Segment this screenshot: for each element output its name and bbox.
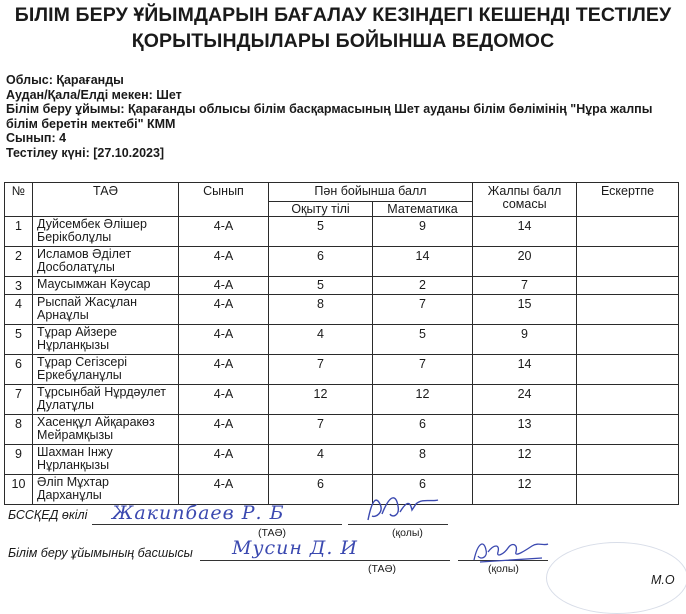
cell-name: Шахман Інжу Нұрланқызы bbox=[33, 445, 179, 475]
cell-matem: 7 bbox=[373, 355, 473, 385]
cell-matem: 5 bbox=[373, 325, 473, 355]
cell-no: 9 bbox=[5, 445, 33, 475]
cell-jalpy: 14 bbox=[473, 355, 577, 385]
cell-synyp: 4-А bbox=[179, 295, 269, 325]
bsskd-name-caption: (ТАӘ) bbox=[258, 527, 286, 539]
cell-no: 1 bbox=[5, 217, 33, 247]
head-sign-caption: (қолы) bbox=[488, 563, 519, 575]
table-header-row bbox=[5, 183, 679, 202]
cell-name: Тұрар Айзере Нұрланқызы bbox=[33, 325, 179, 355]
cell-name: Әліп Мұхтар Дарханұлы bbox=[33, 475, 179, 505]
cell-synyp: 4-А bbox=[179, 475, 269, 505]
cell-synyp: 4-А bbox=[179, 277, 269, 295]
cell-jalpy: 24 bbox=[473, 385, 577, 415]
bsskd-name-handwritten: Жакипбаев Р. Б bbox=[112, 502, 285, 524]
cell-jalpy: 12 bbox=[473, 475, 577, 505]
cell-oqytu: 12 bbox=[269, 385, 373, 415]
bsskd-signature-mark bbox=[362, 490, 442, 526]
table-row bbox=[5, 217, 679, 247]
table-row bbox=[5, 475, 679, 505]
table-row bbox=[5, 445, 679, 475]
header-jalpy: Жалпы балл сомасы bbox=[473, 183, 577, 217]
cell-jalpy: 15 bbox=[473, 295, 577, 325]
cell-name: Исламов Әділет Досболатұлы bbox=[33, 247, 179, 277]
table-row bbox=[5, 277, 679, 295]
cell-oqytu: 7 bbox=[269, 355, 373, 385]
cell-eskertpe bbox=[577, 295, 679, 325]
table-row bbox=[5, 385, 679, 415]
cell-synyp: 4-А bbox=[179, 247, 269, 277]
cell-matem: 8 bbox=[373, 445, 473, 475]
info-testileu-kuni: Тестілеу күні: [27.10.2023] bbox=[6, 145, 165, 160]
cell-synyp: 4-А bbox=[179, 385, 269, 415]
head-name-caption: (ТАӘ) bbox=[368, 563, 396, 575]
cell-synyp: 4-А bbox=[179, 415, 269, 445]
cell-synyp: 4-А bbox=[179, 445, 269, 475]
header-tae: ТАӘ bbox=[33, 183, 179, 217]
title-line-1: БІЛІМ БЕРУ ҰЙЫМДАРЫН БАҒАЛАУ КЕЗІНДЕГІ КЕШЕНДІ ТЕСТІЛЕУ bbox=[14, 4, 672, 26]
cell-name: Дуйсембек Әлішер Берікболұлы bbox=[33, 217, 179, 247]
cell-eskertpe bbox=[577, 445, 679, 475]
table-row bbox=[5, 355, 679, 385]
document-title bbox=[0, 2, 686, 54]
cell-eskertpe bbox=[577, 415, 679, 445]
cell-jalpy: 7 bbox=[473, 277, 577, 295]
header-synyp: Сынып bbox=[179, 183, 269, 217]
cell-synyp: 4-А bbox=[179, 325, 269, 355]
cell-name: Тұрсынбай Нұрдәулет Дулатұлы bbox=[33, 385, 179, 415]
cell-matem: 2 bbox=[373, 277, 473, 295]
cell-eskertpe bbox=[577, 217, 679, 247]
head-label: Білім беру ұйымының басшысы bbox=[8, 546, 193, 560]
header-no: № bbox=[5, 183, 33, 217]
cell-matem: 6 bbox=[373, 415, 473, 445]
head-name-handwritten: Мусин Д. И bbox=[232, 537, 359, 559]
cell-eskertpe bbox=[577, 355, 679, 385]
head-name-line bbox=[200, 560, 450, 561]
header-oqytu: Оқыту тілі bbox=[269, 202, 373, 217]
cell-no: 3 bbox=[5, 277, 33, 295]
info-oblys: Облыс: Қарағанды bbox=[6, 73, 124, 87]
cell-oqytu: 6 bbox=[269, 247, 373, 277]
bsskd-sign-caption: (қолы) bbox=[392, 527, 423, 539]
cell-oqytu: 5 bbox=[269, 217, 373, 247]
cell-matem: 6 bbox=[373, 475, 473, 505]
table-row bbox=[5, 295, 679, 325]
cell-oqytu: 8 bbox=[269, 295, 373, 325]
cell-no: 8 bbox=[5, 415, 33, 445]
cell-eskertpe bbox=[577, 247, 679, 277]
cell-matem: 9 bbox=[373, 217, 473, 247]
cell-jalpy: 14 bbox=[473, 217, 577, 247]
cell-jalpy: 20 bbox=[473, 247, 577, 277]
cell-no: 10 bbox=[5, 475, 33, 505]
cell-oqytu: 6 bbox=[269, 475, 373, 505]
cell-no: 2 bbox=[5, 247, 33, 277]
cell-jalpy: 12 bbox=[473, 445, 577, 475]
table-row bbox=[5, 247, 679, 277]
cell-eskertpe bbox=[577, 325, 679, 355]
info-uiym: Білім беру ұйымы: Қарағанды облысы білім басқармасының Шет ауданы білім бөлімінің "Нұра жалпы білім беретін мектебі" КММ bbox=[6, 102, 653, 131]
cell-name: Хасенқұл Айқаракөз Мейрамқызы bbox=[33, 415, 179, 445]
head-signature-mark bbox=[470, 532, 550, 566]
header-eskertpe: Ескертпе bbox=[577, 183, 679, 217]
cell-name: Рыспай Жасұлан Арнаұлы bbox=[33, 295, 179, 325]
cell-oqytu: 4 bbox=[269, 325, 373, 355]
info-synyp: Сынып: 4 bbox=[6, 131, 67, 145]
cell-synyp: 4-А bbox=[179, 217, 269, 247]
cell-eskertpe bbox=[577, 475, 679, 505]
cell-matem: 7 bbox=[373, 295, 473, 325]
cell-oqytu: 5 bbox=[269, 277, 373, 295]
header-matem: Математика bbox=[373, 202, 473, 217]
cell-name: Маусымжан Кәусар bbox=[33, 277, 179, 295]
table-row bbox=[5, 415, 679, 445]
table-row bbox=[5, 325, 679, 355]
cell-jalpy: 9 bbox=[473, 325, 577, 355]
bsskd-label: БССҚЕД өкілі bbox=[8, 508, 88, 522]
info-block bbox=[6, 73, 678, 160]
cell-eskertpe bbox=[577, 385, 679, 415]
cell-matem: 12 bbox=[373, 385, 473, 415]
header-pan-group: Пән бойынша балл bbox=[269, 183, 473, 202]
cell-no: 6 bbox=[5, 355, 33, 385]
info-audan: Аудан/Қала/Елді мекен: Шет bbox=[6, 87, 182, 102]
results-table bbox=[4, 182, 679, 505]
mo-label: М.О bbox=[651, 573, 675, 587]
cell-eskertpe bbox=[577, 277, 679, 295]
cell-oqytu: 4 bbox=[269, 445, 373, 475]
bsskd-name-line bbox=[92, 524, 342, 525]
cell-oqytu: 7 bbox=[269, 415, 373, 445]
cell-jalpy: 13 bbox=[473, 415, 577, 445]
cell-no: 4 bbox=[5, 295, 33, 325]
cell-synyp: 4-А bbox=[179, 355, 269, 385]
cell-no: 5 bbox=[5, 325, 33, 355]
cell-matem: 14 bbox=[373, 247, 473, 277]
cell-name: Тұрар Сегізсері Еркебұланұлы bbox=[33, 355, 179, 385]
title-line-2: ҚОРЫТЫНДЫЛАРЫ БОЙЫНША ВЕДОМОС bbox=[131, 30, 555, 52]
cell-no: 7 bbox=[5, 385, 33, 415]
